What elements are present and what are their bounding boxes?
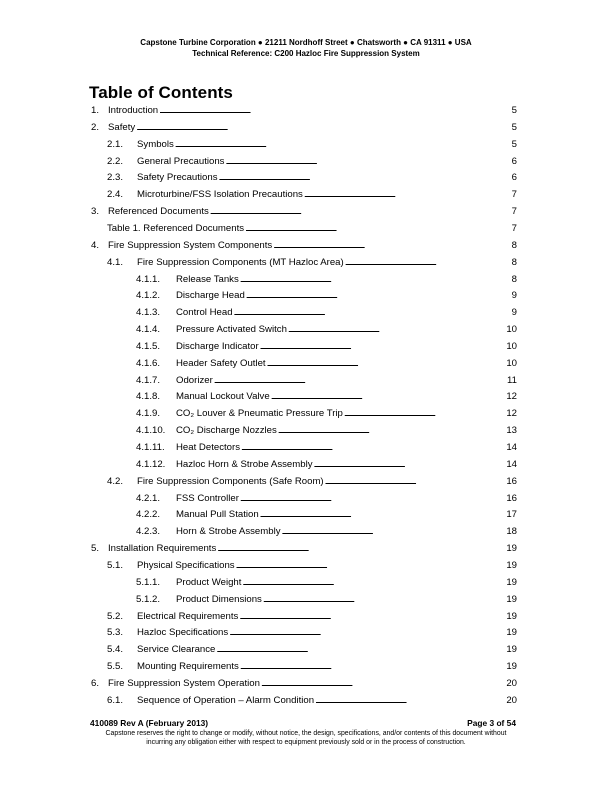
toc-entry-number: 4.1.7. [136,374,161,386]
toc-entry-number: 2.3. [107,172,124,184]
toc-entry-number: 4.1. [107,256,124,268]
toc-entry-page: 18 [506,526,517,538]
toc-entry[interactable] [0,542,612,555]
toc-leader-dots [240,660,505,673]
header-reference-line: Technical Reference: C200 Hazloc Fire Suppression System [192,48,420,58]
document-header [0,38,612,59]
toc-leader-dots [345,256,511,269]
toc-entry[interactable] [0,188,612,201]
toc-entry[interactable] [0,121,612,134]
toc-entry-page: 12 [506,408,517,420]
toc-entry-number: 4.1.8. [136,391,161,403]
toc-entry-page: 20 [506,677,517,689]
toc-leader-dots [240,492,505,505]
toc-entry-number: 4.1.10. [136,425,166,437]
toc-entry-page: 7 [511,206,517,218]
toc-entry[interactable] [0,289,612,302]
toc-entry[interactable] [0,441,612,454]
toc-entry-page: 12 [506,391,517,403]
toc-entry-number: 4.1.1. [136,273,161,285]
toc-entry[interactable] [0,340,612,353]
toc-entry-label: Product Dimensions [176,593,262,605]
toc-entry[interactable] [0,138,612,151]
toc-leader-dots [239,610,505,623]
toc-entry-label: Product Weight [176,576,242,588]
toc-leader-dots [159,104,511,117]
toc-leader-dots [314,458,506,471]
toc-entry[interactable] [0,407,612,420]
toc-entry[interactable] [0,222,612,235]
toc-entry-page: 7 [511,189,517,201]
toc-entry-page: 16 [506,492,517,504]
toc-entry[interactable] [0,492,612,505]
toc-leader-dots [344,407,505,420]
toc-entry[interactable] [0,593,612,606]
footer-page-number: Page 3 of 54 [467,718,516,728]
toc-entry-number: 2.1. [107,138,124,150]
toc-leader-dots [271,390,506,403]
toc-entry-page: 8 [511,273,517,285]
toc-entry-label: Safety [108,121,136,133]
toc-entry-label: Fire Suppression System Components [108,239,273,251]
toc-entry-label: Referenced Documents [108,206,209,218]
toc-entry-label: Hazloc Horn & Strobe Assembly [176,458,313,470]
toc-entry-number: 4.1.3. [136,307,161,319]
toc-leader-dots [210,205,511,218]
toc-entry[interactable] [0,239,612,252]
toc-leader-dots [240,273,511,286]
toc-entry-number: 4.1.6. [136,357,161,369]
toc-leader-dots [282,525,506,538]
toc-leader-dots [325,475,506,488]
toc-leader-dots [236,559,506,572]
toc-entry[interactable] [0,660,612,673]
toc-entry-page: 17 [506,509,517,521]
toc-entry-page: 10 [506,324,517,336]
toc-entry-number: 4.2.3. [136,526,161,538]
toc-entry[interactable] [0,323,612,336]
toc-entry[interactable] [0,475,612,488]
footer-disclaimer: Capstone reserves the right to change or modify, without notice, the design, specifications, and/or contents of this document without incurring any obligation either with respect to equipment previously sold or in the process of construction. [105,730,507,746]
toc-entry-number: 5.5. [107,661,124,673]
toc-leader-dots [246,289,511,302]
header-company-line: Capstone Turbine Corporation ● 21211 Nordhoff Street ● Chatsworth ● CA 91311 ● USA [140,38,472,47]
toc-entry-number: 1. [91,105,100,116]
toc-entry-number: 6. [91,677,100,689]
toc-entry-page: 6 [511,155,517,167]
toc-leader-dots [304,188,511,201]
toc-entry-page: 9 [511,290,517,302]
toc-entry-number: 2.4. [107,189,124,201]
toc-entry-number: 4.2. [107,475,124,487]
toc-entry-label: Manual Pull Station [176,509,259,521]
toc-entry-number: 4.1.9. [136,408,161,420]
toc-leader-dots [216,643,505,656]
toc-entry-number: 6.1. [107,694,124,706]
toc-entry-label: Table 1. Referenced Documents [107,222,245,234]
toc-entry-number: 4.2.1. [136,492,161,504]
toc-entry-page: 13 [506,425,517,437]
toc-entry-label: FSS Controller [176,492,239,504]
toc-leader-dots [219,171,511,184]
toc-entry-label: Pressure Activated Switch [176,324,287,336]
toc-leader-dots [261,677,505,690]
toc-entry-label: Release Tanks [176,273,239,285]
toc-entry-label: Physical Specifications [137,559,235,571]
toc-entry-label: General Precautions [137,155,225,167]
toc-entry[interactable] [0,559,612,572]
toc-entry-page: 8 [511,256,517,268]
toc-entry-page: 14 [506,442,517,453]
toc-entry-label: Mounting Requirements [137,661,239,673]
toc-entry-label: Odorizer [176,374,213,386]
page-title: Table of Contents [89,83,233,102]
toc-leader-dots [136,121,510,134]
toc-leader-dots [245,222,511,235]
toc-entry-page: 10 [506,340,517,352]
toc-entry-page: 11 [507,374,517,386]
toc-entry[interactable] [0,508,612,521]
toc-entry-label: Sequence of Operation – Alarm Condition [137,694,315,706]
toc-entry[interactable] [0,458,612,471]
toc-leader-dots [242,576,505,589]
toc-entry-number: 5.2. [107,610,124,622]
toc-entry-number: 5.1. [107,559,124,571]
toc-entry-label: Electrical Requirements [137,610,239,622]
toc-entry[interactable] [0,306,612,319]
toc-leader-dots [273,239,510,252]
toc-leader-dots [278,424,506,437]
toc-entry[interactable] [0,374,612,387]
toc-entry-number: 2. [91,121,100,133]
toc-entry-number: 5.1.2. [136,593,161,605]
toc-entry[interactable] [0,256,612,269]
toc-entry-label: Manual Lockout Valve [176,391,270,403]
toc-entry-page: 19 [506,543,517,555]
toc-entry[interactable] [0,205,612,218]
toc-entry[interactable] [0,643,612,656]
toc-entry-label: Fire Suppression Components (Safe Room) [137,475,324,487]
toc-leader-dots [288,323,505,336]
toc-entry[interactable] [0,610,612,623]
toc-entry-label: Header Safety Outlet [176,357,266,369]
toc-leader-dots [229,626,505,639]
toc-entry-number: 4.1.5. [136,340,161,352]
toc-entry-label: Fire Suppression Components (MT Hazloc Area) [137,256,344,268]
toc-entry-page: 5 [511,138,517,150]
toc-leader-dots [234,306,511,319]
toc-entry-page: 19 [506,644,517,656]
toc-entry-number: 4.1.2. [136,290,161,302]
toc-entry-page: 7 [511,222,517,234]
toc-entry-page: 14 [506,458,517,470]
toc-entry-page: 16 [506,475,517,487]
toc-entry-label: Horn & Strobe Assembly [176,526,281,538]
toc-entry-page: 9 [511,307,517,319]
toc-entry-number: 3. [91,206,100,218]
toc-leader-dots [267,357,506,370]
toc-entry-page: 19 [506,559,517,571]
toc-entry-page: 19 [506,576,517,588]
toc-leader-dots [225,155,510,168]
toc-leader-dots [315,694,505,707]
toc-entry-label: Control Head [176,307,233,319]
toc-entry[interactable] [0,626,612,639]
toc-entry-page: 20 [506,694,517,706]
toc-entry-label: CO₂ Discharge Nozzles [176,425,277,437]
toc-entry[interactable] [0,155,612,168]
toc-leader-dots [214,374,506,387]
toc-entry-label: Installation Requirements [108,543,217,555]
toc-entry-page: 19 [506,627,517,639]
toc-entry[interactable] [0,694,612,707]
toc-entry-number: 2.2. [107,155,124,167]
toc-entry[interactable] [0,273,612,286]
toc-leader-dots [263,593,505,606]
toc-entry-number: 4.1.4. [136,324,161,336]
toc-entry-label: Discharge Head [176,290,245,302]
toc-entry-label: Heat Detectors [176,442,240,453]
toc-entry-page: 5 [511,105,517,116]
toc-entry-page: 5 [511,121,517,133]
toc-entry-page: 19 [506,593,517,605]
toc-entry-number: 4.1.11. [136,442,165,453]
toc-leader-dots [260,508,506,521]
toc-entry-label: Fire Suppression System Operation [108,677,260,689]
toc-entry-label: Symbols [137,138,174,150]
toc-leader-dots [175,138,511,151]
footer-doc-id: 410089 Rev A (February 2013) [90,718,209,728]
toc-entry-number: 5.4. [107,644,124,656]
toc-entry-label: Introduction [108,105,159,116]
toc-entry-label: CO₂ Louver & Pneumatic Pressure Trip [176,408,343,420]
toc-entry-page: 8 [511,239,517,251]
toc-entry-number: 5. [91,543,100,555]
toc-entry[interactable] [0,677,612,690]
toc-entry-label: Hazloc Specifications [137,627,229,639]
toc-entry[interactable] [0,576,612,589]
toc-entry-page: 6 [511,172,517,184]
toc-entry-label: Microturbine/FSS Isolation Precautions [137,189,303,201]
toc-entry[interactable] [0,104,612,117]
toc-entry-number: 5.1.1. [136,576,161,588]
toc-entry-number: 4. [91,239,100,251]
toc-entry-page: 10 [506,357,517,369]
toc-entry[interactable] [0,171,612,184]
toc-entry[interactable] [0,390,612,403]
toc-entry-number: 4.1.12. [136,458,166,470]
toc-entry-label: Safety Precautions [137,172,218,184]
toc-entry-label: Service Clearance [137,644,216,656]
toc-entry-page: 19 [506,610,517,622]
toc-leader-dots [217,542,505,555]
toc-leader-dots [260,340,506,353]
toc-entry-number: 4.2.2. [136,509,161,521]
toc-entry[interactable] [0,424,612,437]
toc-entry[interactable] [0,357,612,370]
toc-leader-dots [241,441,505,454]
toc-entry-page: 19 [506,661,517,673]
toc-entry-number: 5.3. [107,627,124,639]
toc-entry-label: Discharge Indicator [176,340,259,352]
toc-entry[interactable] [0,525,612,538]
